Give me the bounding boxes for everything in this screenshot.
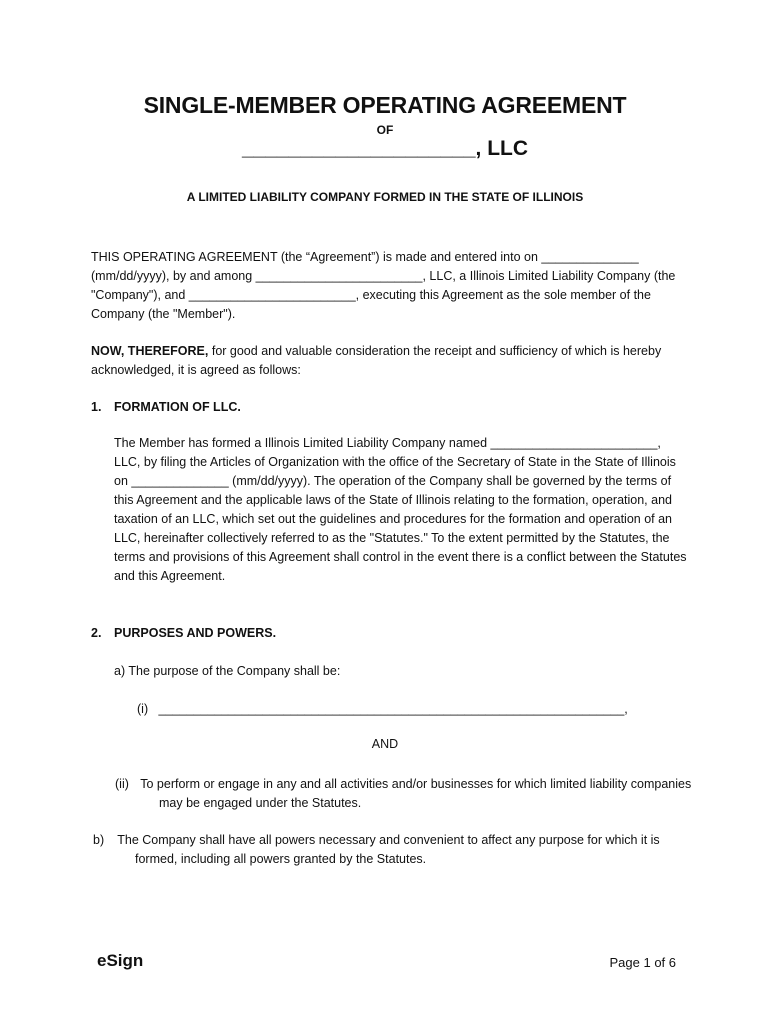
section-2-heading <box>91 624 276 643</box>
section-1-title: FORMATION OF LLC. <box>114 400 241 414</box>
document-title: SINGLE-MEMBER OPERATING AGREEMENT <box>143 92 627 118</box>
intro-paragraph: THIS OPERATING AGREEMENT (the “Agreement”) is made and entered into on ______________ (mm/dd/yyyy), by and among ________________________, LLC, a Illinois Limited Liability Company (the "Company"), and ________________________, executing this Agreement as the sole member of the Company (the "Member"). <box>91 250 676 321</box>
now-therefore-paragraph <box>91 342 691 380</box>
section-1-number: 1. <box>91 400 102 414</box>
and-separator: AND <box>371 737 399 751</box>
item-i-blank: ___________________________________________________________________, <box>158 702 628 716</box>
item-a-text: The purpose of the Company shall be: <box>128 664 341 678</box>
now-therefore-bold: NOW, THEREFORE, <box>91 344 209 358</box>
item-i-label: (i) <box>137 702 149 716</box>
company-name-line: ____________________, LLC <box>241 137 529 160</box>
document-subtitle: A LIMITED LIABILITY COMPANY FORMED IN THE STATE OF ILLINOIS <box>186 190 584 204</box>
item-ii: (ii) To perform or engage in any and all activities and/or businesses for which limited liability companies may be engaged under the Statutes. <box>115 777 692 810</box>
item-a <box>114 662 674 681</box>
section-1-heading <box>91 398 241 417</box>
now-therefore-text: for good and valuable consideration the receipt and sufficiency of which is hereby acknowledged, it is agreed as follows: <box>91 344 662 377</box>
section-2-number: 2. <box>91 626 102 640</box>
page-number: Page 1 of 6 <box>609 955 676 970</box>
section-2-title: PURPOSES AND POWERS. <box>114 626 277 640</box>
title-of: OF <box>376 123 394 137</box>
section-1-body: The Member has formed a Illinois Limited Liability Company named ________________________, LLC, by filing the Articles of Organization with the office of the Secretary of State in the State of Illinois on ______________ (mm/dd/yyyy). The operation of the Company shall be governed by the terms of this Agreement and the applicable laws of the State of Illinois relating to the formation, operation, and taxation of an LLC, which set out the guidelines and procedures for the formation and operation of an LLC, hereinafter collectively referred to as the "Statutes." To the extent permitted by the Statutes, the terms and provisions of this Agreement shall control in the event there is a conflict between the Statutes and this Agreement. <box>114 436 687 583</box>
item-i <box>137 700 687 719</box>
item-b: b) The Company shall have all powers necessary and convenient to affect any purpose for which it is formed, including all powers granted by the Statutes. <box>93 833 660 866</box>
item-a-label: a) <box>114 664 126 678</box>
item-ii-text: To perform or engage in any and all activities and/or businesses for which limited liability companies may be engaged under the Statutes. <box>140 777 692 810</box>
esign-logo: eSign <box>97 951 144 970</box>
item-b-text: The Company shall have all powers necessary and convenient to affect any purpose for which it is formed, including all powers granted by the Statutes. <box>117 833 660 866</box>
